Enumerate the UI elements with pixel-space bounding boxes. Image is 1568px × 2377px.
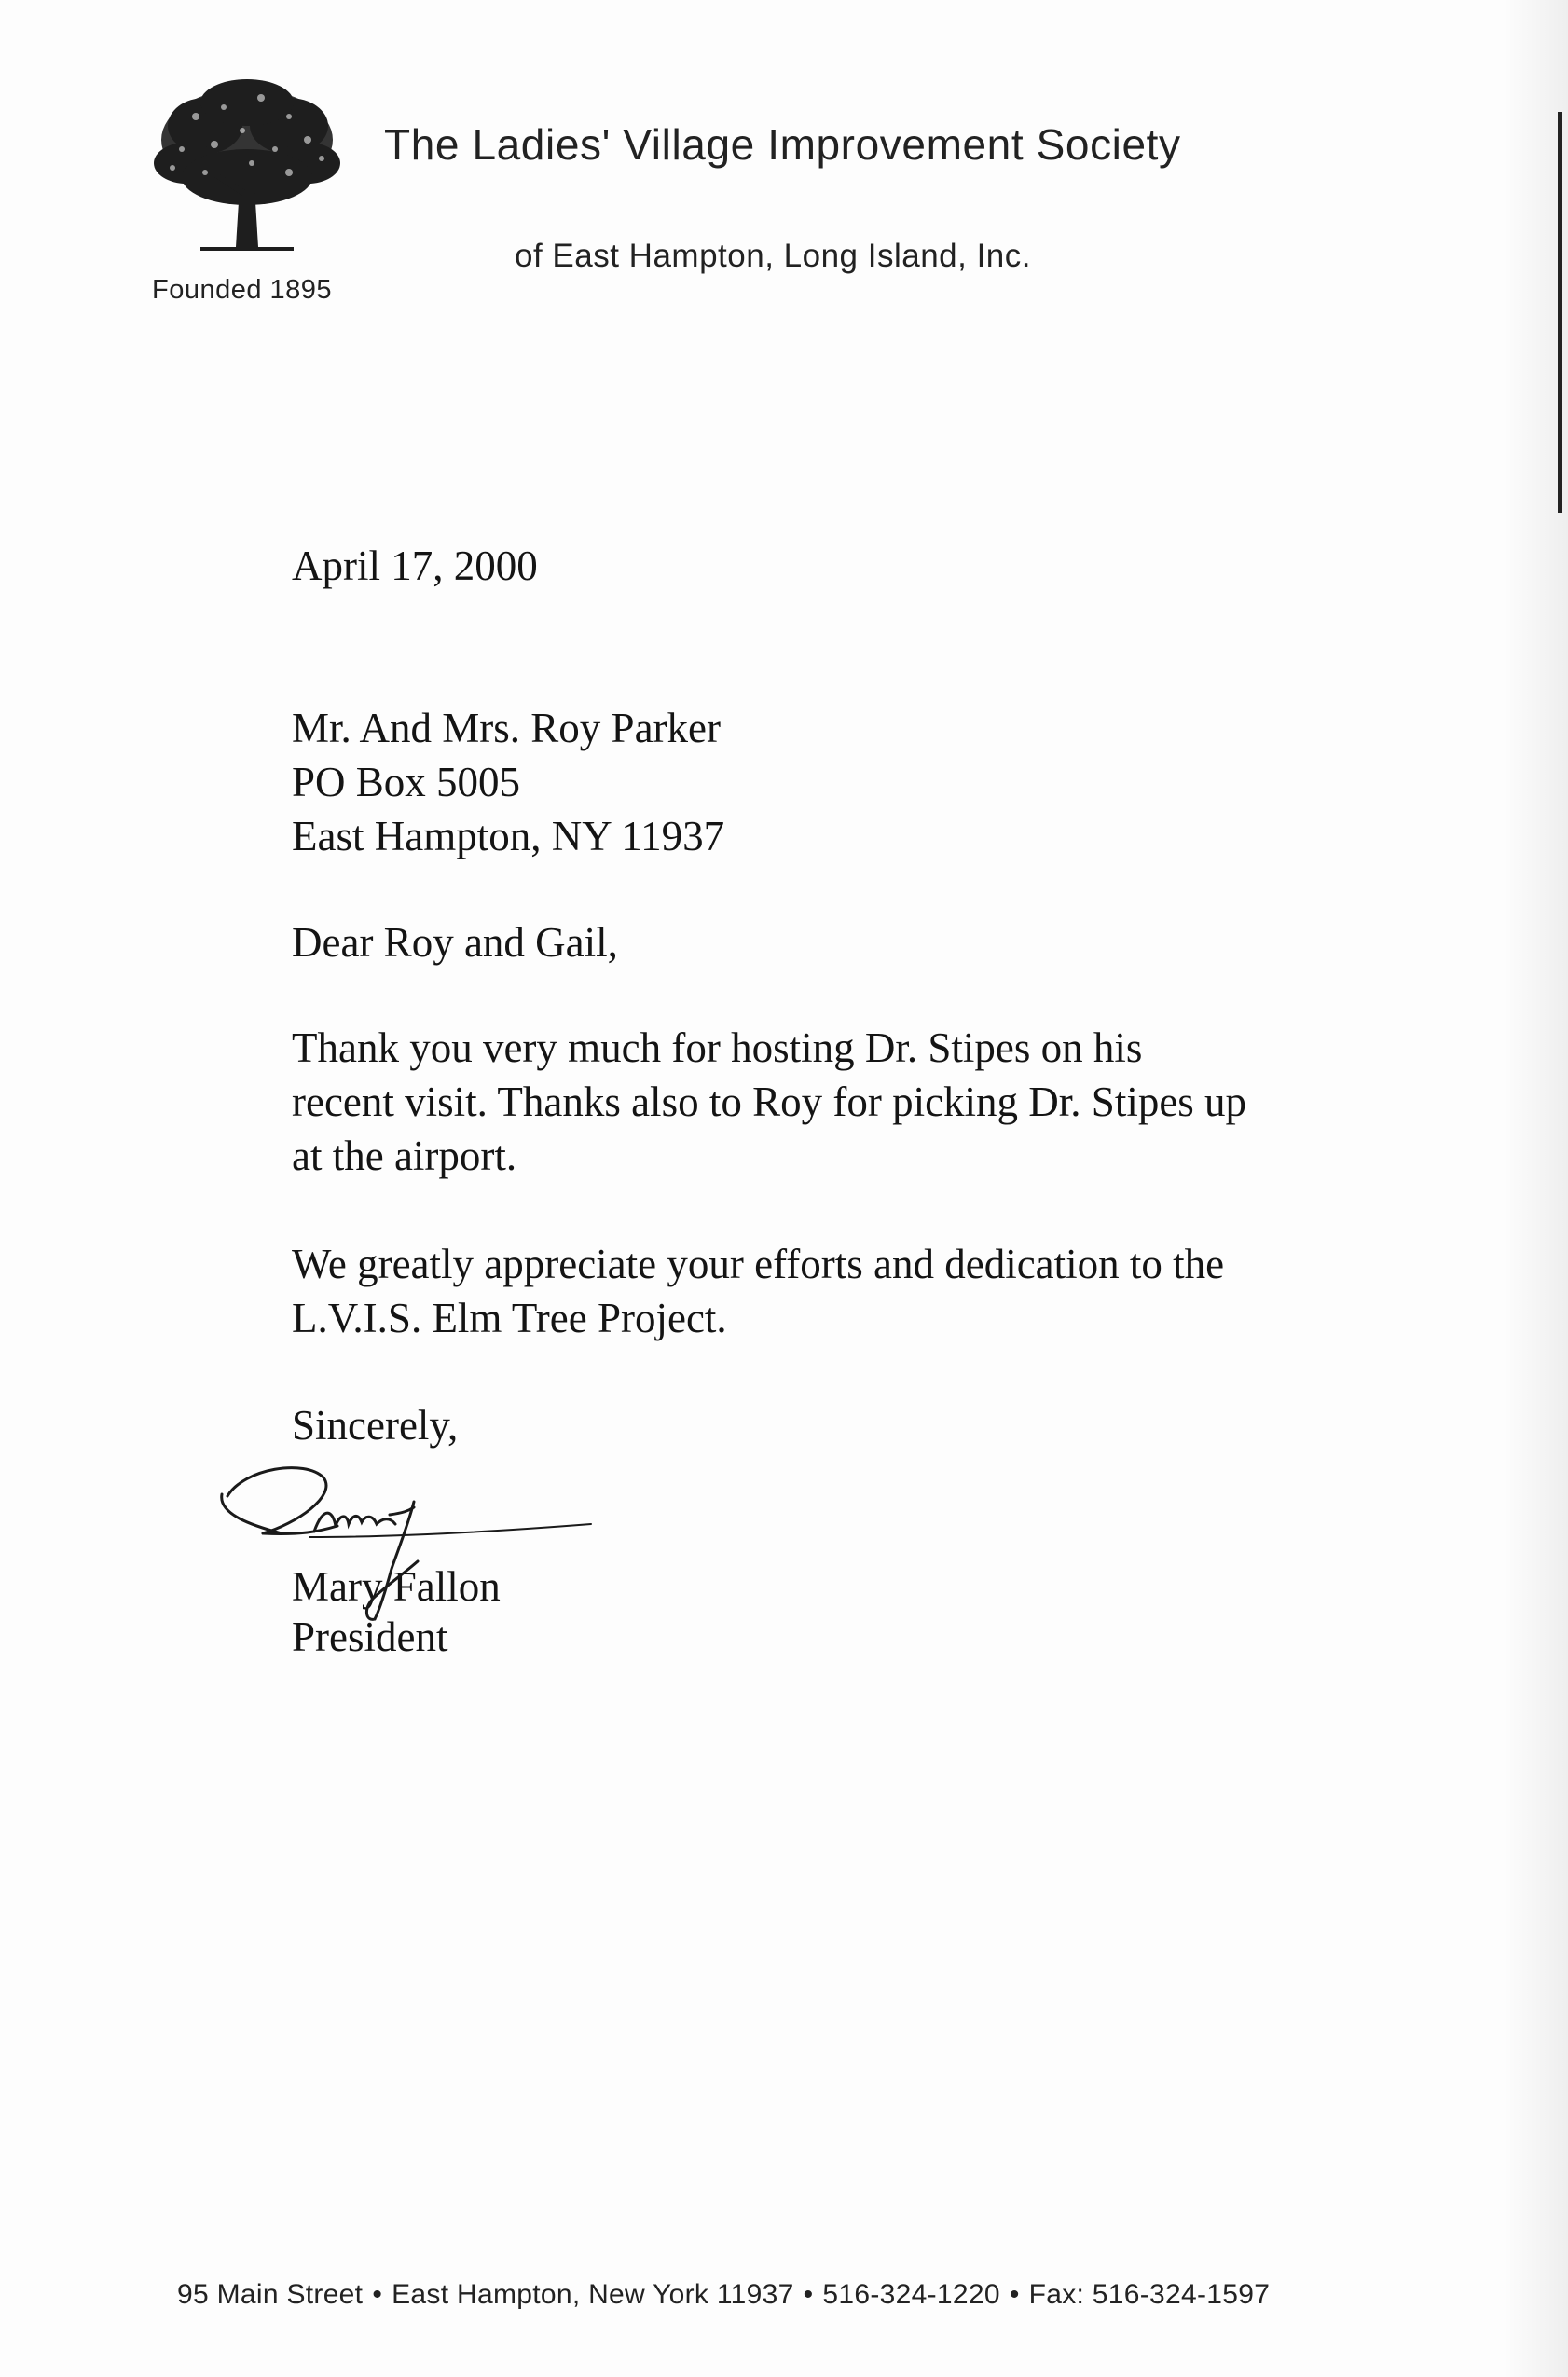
footer-separator: • [803,2279,814,2310]
body-line: recent visit. Thanks also to Roy for picking Dr. Stipes up [292,1079,1247,1125]
body-line: at the airport. [292,1133,517,1179]
footer-fax: Fax: 516-324-1597 [1028,2279,1271,2310]
organization-subtitle: of East Hampton, Long Island, Inc. [515,238,1031,274]
body-paragraph-2 [292,1237,1410,1345]
footer-address: 95 Main Street [177,2279,364,2310]
signer-name: Mary Fallon [292,1563,501,1610]
scan-edge-mark [1558,112,1562,513]
body-paragraph-1 [292,1021,1410,1183]
handwritten-signature [216,1459,598,1636]
footer-separator: • [1009,2279,1020,2310]
footer-contact [177,2279,1270,2311]
recipient-city: East Hampton, NY 11937 [292,813,725,859]
closing: Sincerely, [292,1402,459,1449]
footer-phone: 516-324-1220 [822,2279,1000,2310]
recipient-address [292,701,724,863]
footer-separator: • [372,2279,383,2310]
body-line: Thank you very much for hosting Dr. Stipes on his [292,1024,1143,1071]
founded-year: Founded 1895 [152,275,333,305]
footer-city: East Hampton, New York 11937 [392,2279,794,2310]
organization-name: The Ladies' Village Improvement Society [384,120,1181,169]
salutation: Dear Roy and Gail, [292,919,618,966]
elm-tree-icon [149,75,345,261]
recipient-po-box: PO Box 5005 [292,759,521,805]
letter-date: April 17, 2000 [292,543,538,589]
body-line: L.V.I.S. Elm Tree Project. [292,1295,727,1341]
body-line: We greatly appreciate your efforts and dedication to the [292,1241,1225,1287]
signer-title: President [292,1614,448,1660]
recipient-name: Mr. And Mrs. Roy Parker [292,705,721,751]
